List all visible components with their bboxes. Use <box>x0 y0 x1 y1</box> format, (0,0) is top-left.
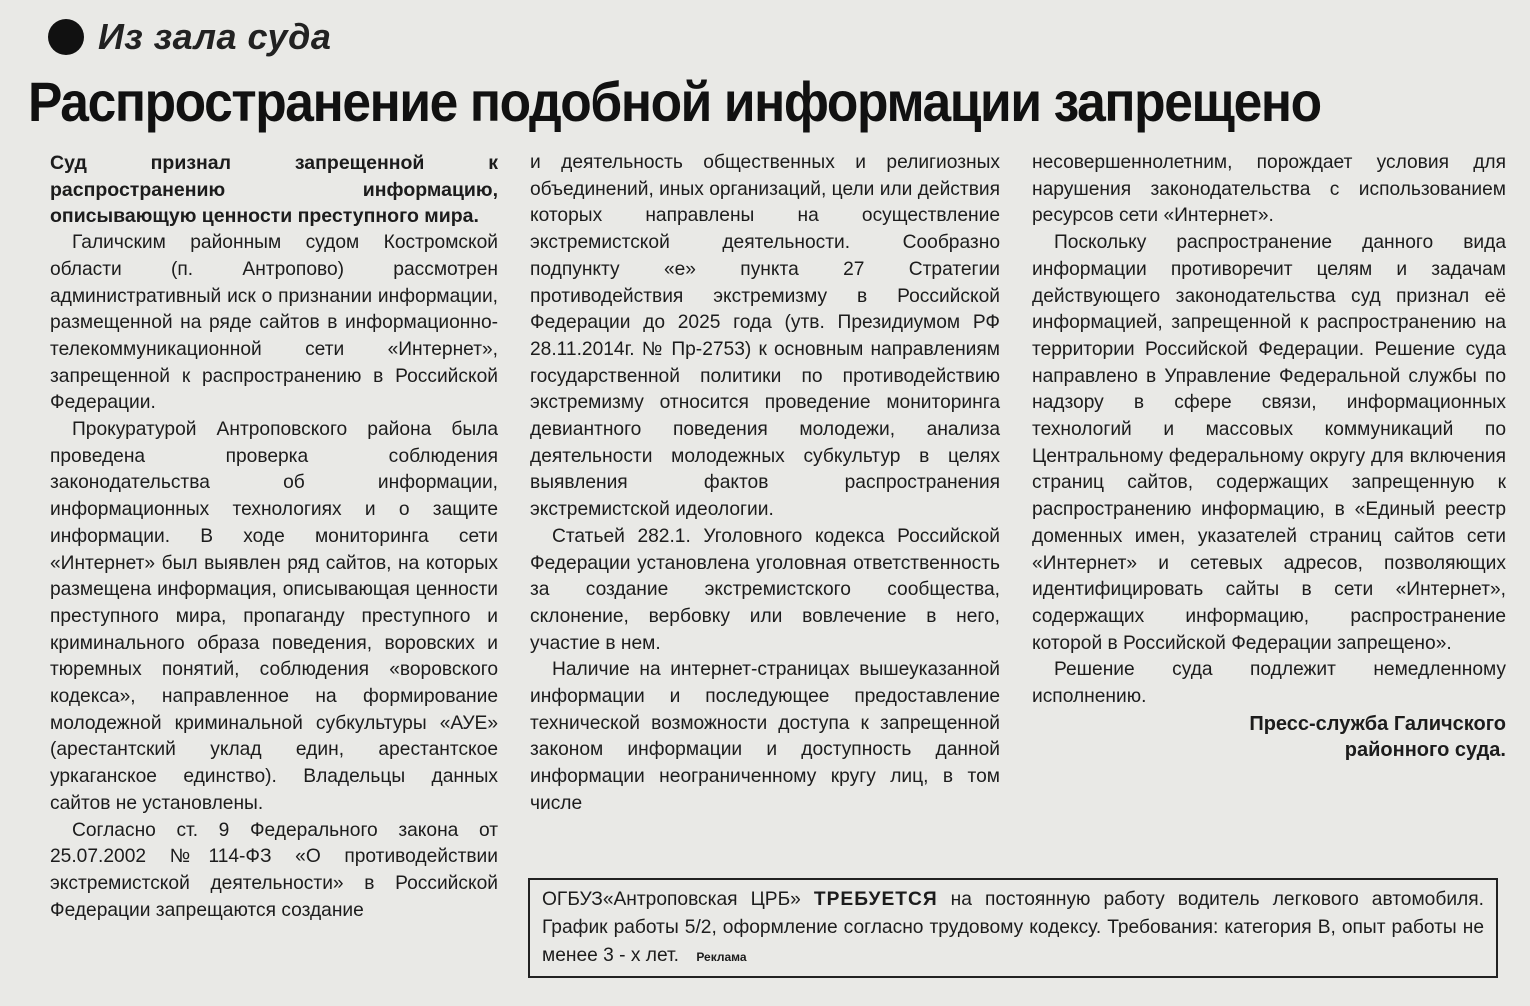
article-paragraph: Решение суда подлежит немедленному исполнению. <box>1032 659 1506 708</box>
article-paragraph: Прокуратурой Антроповского района была проведена проверка соблюдения законодательства об информации, информационных технологиях и о защите информации. В ходе мониторинга сети «Интернет» был выявлен ряд сайтов, на которых размещена информация, описывающая ценности преступного мира, пропаганду преступного и криминального образа поведения, воровских и тюремных понятий, соблюдения «воровского кодекса», направленное на формирование молодежной криминальной субкультуры «АУЕ» (арестантский уклад един, арестантское уркаганское единство). Владельцы данных сайтов не установлены. <box>50 419 498 814</box>
ad-tag: Реклама <box>696 950 747 964</box>
article-paragraph: Наличие на интернет-страницах вышеуказанной информации и последующее предоставление технической возможности доступа к запрещенной законом информации и доступность данной информации неограниченному кругу лиц, в том числе <box>530 659 1000 814</box>
article-column-1 <box>50 150 498 924</box>
article-paragraph: Статьей 282.1. Уголовного кодекса Российской Федерации установлена уголовная ответственность за создание экстремистского сообщества, склонение, вербовку или вовлечение в него, участие в нем. <box>530 525 1000 654</box>
rubric-label: Из зала суда <box>98 16 332 57</box>
article-paragraph: и деятельность общественных и религиозных объединений, иных организаций, цели или действия которых направлены на осуществление экстремистской деятельности. Сообразно подпункту «е» пункта 27 Стратегии противодействия экстремизму в Российской Федерации до 2025 года (утв. Президиумом РФ 28.11.2014г. № Пр-2753) к основным направлениям государственной политики по противодействию экстремизму относится проведение мониторинга девиантного поведения молодежи, анализа деятельности молодежных субкультур в целях выявления фактов распространения экстремистской идеологии. <box>530 152 1000 521</box>
bullet-icon <box>48 19 84 55</box>
article-paragraph: Согласно ст. 9 Федерального закона от 25.07.2002 №114-ФЗ «О противодействии экстремистской деятельности» в Российской Федерации запрещаются создание <box>50 819 498 921</box>
article-paragraph: Поскольку распространение данного вида информации противоречит целям и задачам действующего законодательства суд признал её информацией, запрещенной к распространению на территории Российской Федерации. Решение суда направлено в Управление Федеральной службы по надзору в сфере связи, информационных технологий и массовых коммуникаций по Центральному федеральному округу для включения страниц сайтов, содержащих запрещенную к распространению информацию, в «Единый реестр доменных имен, указателей страниц сайтов сети «Интернет» и сетевых адресов, позволяющих идентифицировать сайты в сети «Интернет», содержащих информацию, распространение которой в Российской Федерации запрещено». <box>1032 232 1506 654</box>
job-advertisement <box>528 878 1498 978</box>
signature-line-2: районного суда. <box>1344 739 1506 762</box>
article-column-2 <box>530 150 1000 818</box>
signature-line-1: Пресс-служба Галичского <box>1249 712 1506 735</box>
rubric <box>48 14 331 60</box>
article-paragraph: Галичским районным судом Костромской области (п. Антропово) рассмотрен административный иск о признании информации, размещенной на ряде сайтов в информационно-телекоммуникационной сети «Интернет», запрещенной к распространению в Российской Федерации. <box>50 232 498 414</box>
ad-keyword: ТРЕБУЕТСЯ <box>813 889 938 910</box>
ad-text: на постоянную работу водитель легкового автомобиля. График работы 5/2, оформление согласно трудовому кодексу. Требования: категория В, опыт работы не менее 3 - х лет. <box>542 889 1484 966</box>
article-column-3 <box>1032 150 1506 764</box>
article-paragraph: несовершеннолетним, порождает условия для нарушения законодательства с использованием ресурсов сети «Интернет». <box>1032 152 1506 227</box>
ad-organization: ОГБУЗ«Антроповская ЦРБ» <box>542 889 801 910</box>
article-headline: Распространение подобной информации запрещено <box>28 70 1321 133</box>
article-lead: Суд признал запрещенной к распространению информацию, описывающую ценности преступного мира. <box>50 152 498 228</box>
